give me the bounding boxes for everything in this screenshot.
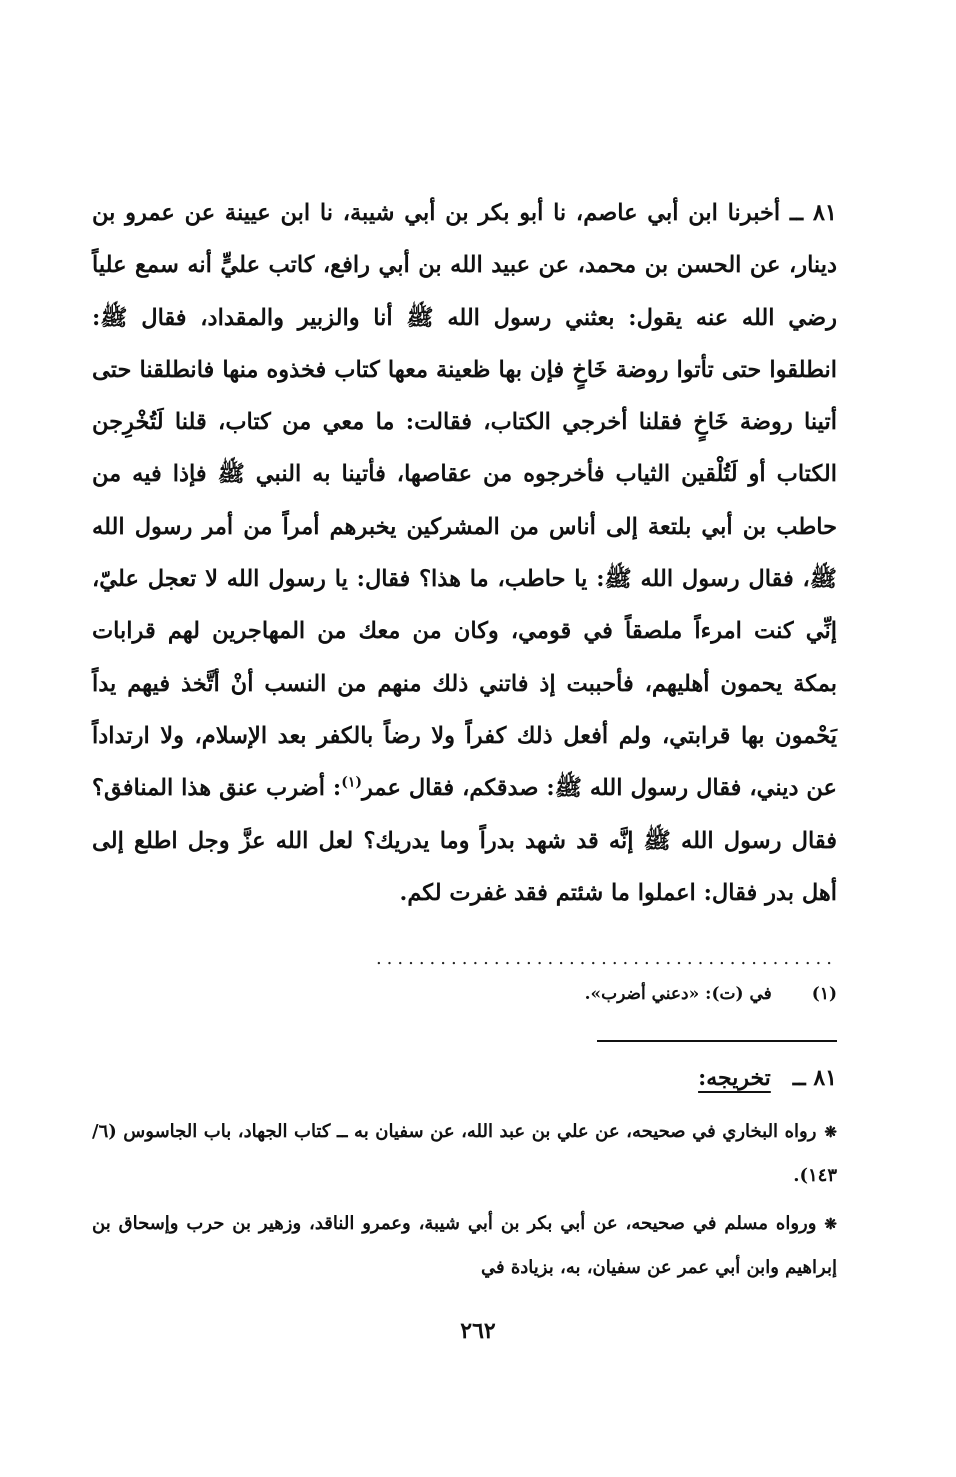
- takhrij-item: [92, 1110, 837, 1198]
- takhrij-list: [92, 1110, 837, 1294]
- takhrij-item-text: رواه البخاري في صحيحه، عن علي بن عبد الله، عن سفيان به ــ كتاب الجهاد، باب الجاسوس (٦/ ١٤٣).: [92, 1121, 837, 1186]
- hadith-body-continued: : أضرب عنق هذا المنافق؟ فقال رسول الله ﷺ إنَّه قد شهد بدراً وما يدريك؟ لعل الله عزَّ وجل اطلع إلى أهل بدر فقال: اعملوا ما شئتم فقد غفرت لكم.: [92, 775, 837, 906]
- hadith-text: [92, 187, 837, 919]
- hadith-paragraph: [92, 187, 837, 919]
- footnote-marker: (١): [341, 774, 363, 791]
- section-divider: [597, 1040, 837, 1042]
- asterisk-bullet-icon: ❋: [824, 1215, 837, 1233]
- takhrij-heading: [698, 1065, 837, 1091]
- takhrij-title: تخريجه:: [698, 1065, 771, 1091]
- footnote-separator-dots: ...........................................: [375, 948, 837, 969]
- page-number: ٢٦٢: [460, 1318, 496, 1344]
- takhrij-number: ٨١ ــ: [792, 1065, 837, 1091]
- footnote: [585, 984, 837, 1004]
- asterisk-bullet-icon: ❋: [824, 1123, 837, 1141]
- footnote-number: (١): [811, 984, 837, 1004]
- takhrij-item: [92, 1202, 837, 1290]
- takhrij-item-text: ورواه مسلم في صحيحه، عن أبي بكر بن أبي شيبة، وعمرو الناقد، وزهير بن حرب وإسحاق بن إبراهيم وابن أبي عمر عن سفيان، به، بزيادة في: [92, 1213, 837, 1278]
- hadith-body: ٨١ ــ أخبرنا ابن أبي عاصم، نا أبو بكر بن أبي شيبة، نا ابن عيينة عن عمرو بن دينار، عن الحسن بن محمد، عن عبيد الله بن أبي رافع، كاتب عليٍّ أنه سمع علياً رضي الله عنه يقول: بعثني رسول الله ﷺ أنا والزبير والمقداد، فقال ﷺ: انطلقوا حتى تأتوا روضة خَاخٍ فإن بها ظعينة معها كتاب فخذوه منها فانطلقنا حتى أتينا روضة خَاخٍ فقلنا أخرجي الكتاب، فقالت: ما معي من كتاب، قلنا لَتُخْرِجن الكتاب أو لَتُلْقين الثياب فأخرجوه من عقاصها، فأتينا به النبي ﷺ فإذا فيه من حاطب بن أبي بلتعة إلى أناس من المشركين يخبرهم أمراً من أمر رسول الله ﷺ، فقال رسول الله ﷺ: يا حاطب، ما هذا؟ فقال: يا رسول الله لا تعجل عليّ، إنِّي كنت امرءاً ملصقاً في قومي، وكان من معك من المهاجرين لهم قرابات بمكة يحمون أهليهم، فأحببت إذ فاتني ذلك منهم من النسب أنْ أتَّخذ فيهم يداً يَحْمون بها قرابتي، ولم أفعل ذلك كفراً ولا رضاً بالكفر بعد الإسلام، ولا ارتداداً عن ديني، فقال رسول الله ﷺ: صدقكم، فقال عمر: [92, 200, 837, 802]
- footnote-text: في (ت): «دعني أضرب».: [584, 984, 772, 1004]
